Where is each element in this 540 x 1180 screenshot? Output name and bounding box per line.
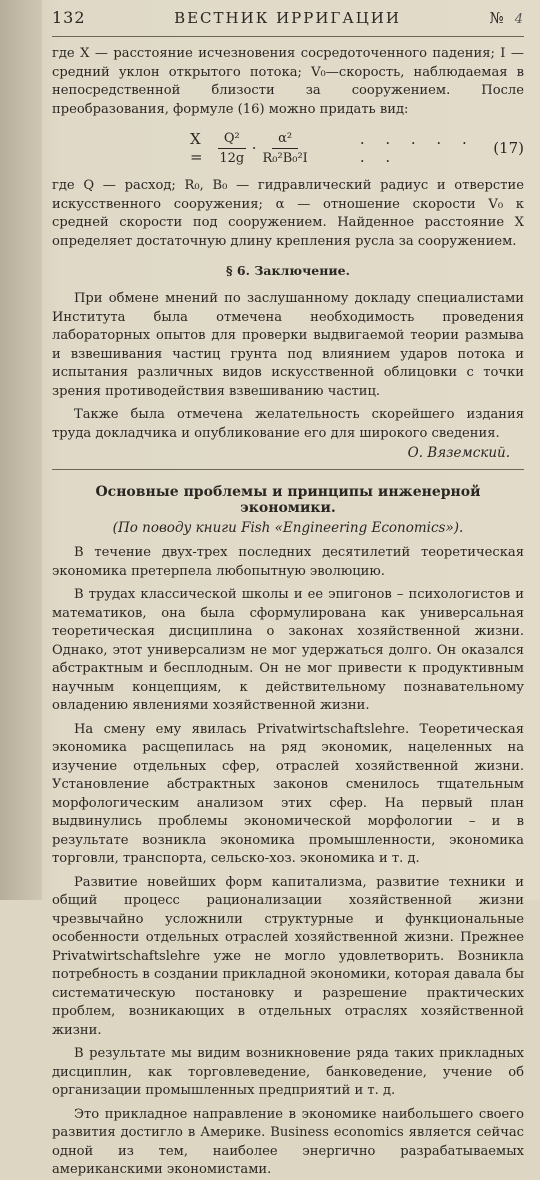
article-paragraph: Развитие новейших форм капитализма, развитие техники и общий процесс рационализации хозяйственной жизни чрезвычайно усложнили структурные и функциональные особенности отдельных отраслей хозяйственной жизни. Прежнее Privatwirtschaftslehre уже не могло удовлетворить. Возникла потребность в создании прикладной экономики, которая давала бы систематическую постановку и разрешение практических проблем, возникающих в отдельных отраслях хозяйственной жизни.	[52, 874, 524, 1038]
article-paragraph: В течение двух-трех последних десятилетий теоретическая экономика претерпела любопытную эволюцию.	[52, 545, 524, 579]
article-title: Основные проблемы и принципы инженерной экономики.	[95, 484, 481, 516]
formula-dot: ·	[251, 139, 257, 157]
page-header	[52, 8, 524, 37]
article-paragraph: В результате мы видим возникновение ряда таких прикладных дисциплин, как торговлеведение, банковедение, учение об организации промышленных предприятий и т. д.	[52, 1046, 524, 1098]
formula-explanation: где Q — расход; R₀, B₀ — гидравлический радиус и отверстие искусственного сооружения; α — отношение скорости V₀ к средней скорости под сооружением. Найденное расстояние X определяет достаточную длину крепления русла за сооружением.	[52, 178, 524, 249]
issue-sign: №	[489, 9, 505, 27]
journal-title: ВЕСТНИК ИРРИГАЦИИ	[174, 9, 401, 27]
section-divider	[52, 469, 524, 470]
formula-fraction-2	[262, 131, 307, 166]
formula-lhs: X =	[190, 130, 203, 166]
section-heading: § 6. Заключение.	[226, 263, 350, 278]
article-paragraph: В трудах классической школы и ее эпигонов – психологистов и математиков, она была сформулирована как универсальная теоретическая дисциплина о законах хозяйственной жизни. Однако, этот универсализм не мог удержаться долго. Он оказался абстрактным и бесплодным. Он не мог привести к продуктивным научным концепциям, к действительному познавательному овладению явлениями хозяйственной жизни.	[52, 587, 524, 713]
article-subtitle: (По поводу книги Fish «Engineering Economics»).	[112, 520, 464, 536]
equation-number: (17)	[493, 139, 524, 157]
article-paragraph: Это прикладное направление в экономике наибольшего своего развития достигло в Америке. Business economics является сейчас одной из тем, наиболее энергично разрабатываемых американскими экономистами.	[52, 1106, 524, 1177]
formula-17	[52, 119, 524, 177]
conclusion-paragraph-1: При обмене мнений по заслушанному докладу специалистами Института была отмечена необходимость проведения лабораторных опытов для проверки выдвигаемой теории размыва и взвешивания частиц грунта под влиянием ударов потока и испытания различных видов искусственной облицовки с точки зрения противодействия взвешиванию частиц.	[52, 291, 524, 399]
formula-fraction-1	[218, 131, 246, 166]
author-signature: О. Вяземский.	[407, 445, 510, 461]
intro-paragraph: где X — расстояние исчезновения сосредоточенного падения; I — средний уклон открытого потока; V₀—скорость, наблюдаемая в непосредственной близости за сооружением. После преобразования, формуле (16) можно придать вид:	[52, 46, 524, 117]
formula-leader-dots: . . . . . . .	[359, 130, 475, 166]
conclusion-paragraph-2: Также была отмечена желательность скорейшего издания труда докладчика и опубликование его для широкого сведения.	[52, 407, 524, 441]
fraction-2-denominator: R₀²B₀²I	[262, 150, 308, 166]
issue-label	[490, 9, 524, 27]
fraction-1-denominator: 12g	[219, 150, 245, 166]
fraction-1-numerator: Q²	[218, 131, 246, 149]
issue-number: 4	[514, 12, 524, 27]
page-number: 132	[52, 8, 86, 27]
fraction-2-numerator: α²	[272, 131, 298, 149]
article-paragraph: На смену ему явилась Privatwirtschaftslehre. Теоретическая экономика расщепилась на ряд экономик, нацеленных на изучение отдельных сфер, отраслей хозяйственной жизни. Установление абстрактных законов сменилось тщательным морфологическим анализом этих сфер. На первый план выдвинулись проблемы экономической морфологии – и в результате возникла экономика промышленности, экономика торговли, транспорта, сельско-хоз. экономика и т. д.	[52, 721, 524, 866]
